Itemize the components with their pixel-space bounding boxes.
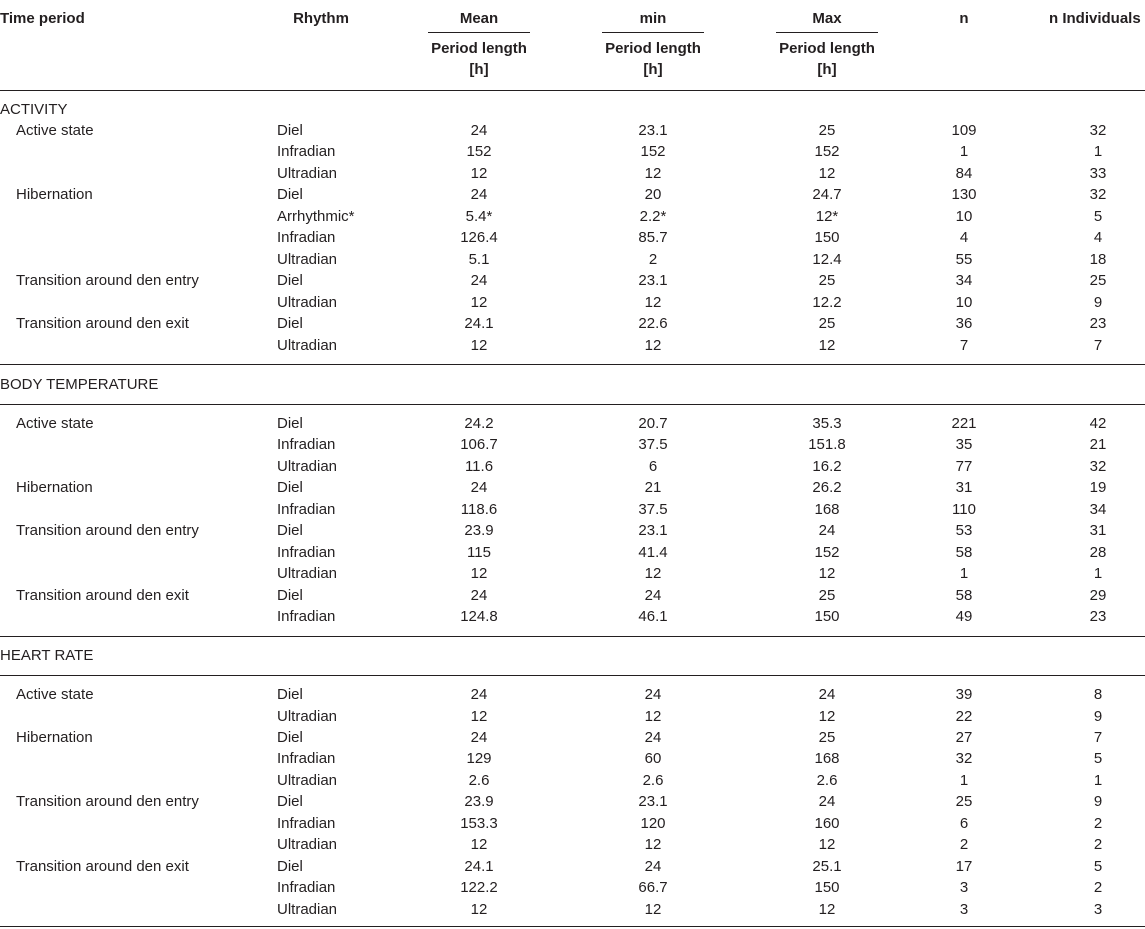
cell-mean: 129 xyxy=(466,750,492,768)
cell-n: 1 xyxy=(959,771,969,789)
cell-mean: 12 xyxy=(470,336,488,354)
section-rule-1 xyxy=(0,364,1145,365)
cell-n-individuals: 32 xyxy=(1089,457,1107,475)
header-rhythm: Rhythm xyxy=(293,10,349,27)
cell-mean: 24 xyxy=(470,122,488,139)
cell-n-individuals: 9 xyxy=(1093,793,1103,811)
cell-min: 60 xyxy=(644,750,662,768)
cell-n: 36 xyxy=(955,315,973,332)
cell-max: 12* xyxy=(815,207,839,225)
cell-n-individuals: 9 xyxy=(1093,293,1103,311)
cell-mean: 24 xyxy=(470,272,488,290)
cell-min: 21 xyxy=(644,479,662,497)
cell-n-individuals: 29 xyxy=(1089,586,1107,604)
header-underline-max xyxy=(776,32,878,33)
cell-n: 130 xyxy=(951,186,977,204)
cell-rhythm: Ultradian xyxy=(277,836,338,854)
cell-n-individuals: 7 xyxy=(1093,336,1103,354)
cell-n-individuals: 19 xyxy=(1089,479,1107,497)
cell-rhythm: Diel xyxy=(277,122,303,139)
cell-mean: 12 xyxy=(470,565,488,583)
cell-min: 23.1 xyxy=(638,793,668,811)
cell-time-period: Transition around den exit xyxy=(16,586,189,604)
cell-max: 168 xyxy=(814,500,840,518)
cell-n: 25 xyxy=(955,793,973,811)
cell-min: 12 xyxy=(644,293,662,311)
cell-max: 24.7 xyxy=(812,186,842,204)
cell-n: 2 xyxy=(959,836,969,854)
header-mean: Mean xyxy=(459,10,499,27)
cell-mean: 24.1 xyxy=(464,315,494,332)
cell-n: 17 xyxy=(955,857,973,875)
cell-n: 55 xyxy=(955,250,973,268)
cell-mean: 24 xyxy=(470,686,488,703)
cell-rhythm: Ultradian xyxy=(277,707,338,725)
cell-n-individuals: 5 xyxy=(1093,207,1103,225)
header-n: n xyxy=(959,10,969,27)
cell-max: 25 xyxy=(818,315,836,332)
cell-min: 12 xyxy=(644,836,662,854)
cell-min: 24 xyxy=(644,728,662,746)
cell-max: 25 xyxy=(818,122,836,139)
header-underline-min xyxy=(602,32,704,33)
cell-n: 10 xyxy=(955,293,973,311)
cell-mean: 11.6 xyxy=(464,457,494,475)
cell-n: 49 xyxy=(955,608,973,625)
section-rule-2 xyxy=(0,404,1145,405)
cell-min: 120 xyxy=(640,814,666,832)
cell-n: 3 xyxy=(959,879,969,896)
header-n-individuals: n Individuals xyxy=(1049,10,1141,27)
cell-n: 1 xyxy=(959,565,969,583)
bottom-rule xyxy=(0,926,1145,927)
cell-n: 109 xyxy=(951,122,977,139)
cell-rhythm: Infradian xyxy=(277,750,336,768)
cell-max: 24 xyxy=(818,522,836,540)
cell-rhythm: Infradian xyxy=(277,500,336,518)
cell-rhythm: Diel xyxy=(277,686,303,703)
cell-max: 24 xyxy=(818,686,836,703)
cell-rhythm: Diel xyxy=(277,415,303,432)
cell-min: 41.4 xyxy=(638,543,668,561)
cell-rhythm: Diel xyxy=(277,586,303,604)
cell-n: 3 xyxy=(959,900,969,918)
cell-min: 20 xyxy=(644,186,662,204)
cell-min: 2.2* xyxy=(639,207,667,225)
cell-max: 12 xyxy=(818,565,836,583)
cell-rhythm: Diel xyxy=(277,793,303,811)
cell-n: 35 xyxy=(955,436,973,454)
cell-time-period: Active state xyxy=(16,686,94,703)
cell-n: 6 xyxy=(959,814,969,832)
cell-n-individuals: 23 xyxy=(1089,315,1107,332)
header-rule xyxy=(0,90,1145,91)
cell-mean: 24 xyxy=(470,479,488,497)
cell-n-individuals: 2 xyxy=(1093,814,1103,832)
cell-n: 110 xyxy=(952,500,976,518)
cell-mean: 126.4 xyxy=(460,229,498,247)
cell-rhythm: Diel xyxy=(277,315,303,332)
cell-mean: 12 xyxy=(470,836,488,854)
cell-n-individuals: 5 xyxy=(1093,857,1103,875)
cell-time-period: Transition around den exit xyxy=(16,857,189,875)
cell-min: 24 xyxy=(644,857,662,875)
cell-max: 12 xyxy=(818,836,836,854)
cell-n: 58 xyxy=(955,586,973,604)
cell-rhythm: Infradian xyxy=(277,608,336,625)
cell-min: 12 xyxy=(644,707,662,725)
cell-min: 20.7 xyxy=(638,415,668,432)
cell-max: 25.1 xyxy=(812,857,842,875)
cell-n: 7 xyxy=(959,336,969,354)
cell-rhythm: Ultradian xyxy=(277,565,338,583)
cell-mean: 122.2 xyxy=(460,879,498,896)
cell-n: 32 xyxy=(955,750,973,768)
cell-min: 23.1 xyxy=(638,122,668,139)
cell-n-individuals: 5 xyxy=(1093,750,1103,768)
cell-n-individuals: 33 xyxy=(1089,164,1107,182)
cell-mean: 24 xyxy=(470,728,488,746)
cell-mean: 24.1 xyxy=(464,857,494,875)
cell-rhythm: Infradian xyxy=(277,436,336,454)
cell-max: 25 xyxy=(818,728,836,746)
cell-max: 25 xyxy=(818,272,836,290)
cell-rhythm: Ultradian xyxy=(277,900,338,918)
cell-rhythm: Diel xyxy=(277,522,303,540)
cell-n-individuals: 2 xyxy=(1093,879,1103,896)
cell-n-individuals: 3 xyxy=(1093,900,1103,918)
cell-n: 39 xyxy=(955,686,973,703)
cell-n-individuals: 7 xyxy=(1093,728,1103,746)
header-max-sub2: [h] xyxy=(817,61,837,78)
cell-max: 12 xyxy=(818,336,836,354)
cell-n-individuals: 25 xyxy=(1089,272,1107,290)
cell-n-individuals: 28 xyxy=(1089,543,1107,561)
cell-rhythm: Infradian xyxy=(277,543,336,561)
cell-n: 53 xyxy=(955,522,973,540)
cell-min: 23.1 xyxy=(638,272,668,290)
cell-min: 2 xyxy=(648,250,658,268)
cell-rhythm: Arrhythmic* xyxy=(277,207,355,225)
cell-max: 12 xyxy=(818,900,836,918)
cell-rhythm: Diel xyxy=(277,186,303,204)
cell-max: 35.3 xyxy=(812,415,842,432)
cell-max: 150 xyxy=(814,608,840,625)
cell-max: 12.4 xyxy=(812,250,842,268)
cell-time-period: Transition around den entry xyxy=(16,522,199,540)
cell-n-individuals: 32 xyxy=(1089,186,1107,204)
cell-min: 85.7 xyxy=(638,229,668,247)
cell-min: 152 xyxy=(640,143,666,161)
cell-rhythm: Ultradian xyxy=(277,250,338,268)
cell-mean: 24 xyxy=(470,586,488,604)
cell-time-period: Hibernation xyxy=(16,728,93,746)
cell-time-period: Active state xyxy=(16,415,94,432)
cell-min: 24 xyxy=(644,586,662,604)
cell-min: 12 xyxy=(644,900,662,918)
cell-min: 2.6 xyxy=(642,771,664,789)
header-time-period: Time period xyxy=(0,10,85,27)
cell-n: 1 xyxy=(959,143,969,161)
cell-max: 12 xyxy=(818,707,836,725)
cell-n-individuals: 8 xyxy=(1093,686,1103,703)
cell-max: 150 xyxy=(814,229,840,247)
section-title-body-temperature: BODY TEMPERATURE xyxy=(0,376,159,393)
cell-mean: 23.9 xyxy=(464,522,494,540)
header-min-sub2: [h] xyxy=(643,61,663,78)
cell-mean: 12 xyxy=(470,900,488,918)
cell-min: 37.5 xyxy=(638,436,668,454)
cell-n: 84 xyxy=(955,164,973,182)
cell-mean: 152 xyxy=(466,143,492,161)
cell-n-individuals: 18 xyxy=(1089,250,1107,268)
cell-n-individuals: 1 xyxy=(1093,771,1103,789)
cell-max: 168 xyxy=(814,750,840,768)
cell-max: 12.2 xyxy=(812,293,842,311)
cell-n-individuals: 31 xyxy=(1089,522,1107,540)
cell-max: 25 xyxy=(818,586,836,604)
cell-time-period: Transition around den exit xyxy=(16,315,189,332)
cell-n-individuals: 2 xyxy=(1093,836,1103,854)
cell-rhythm: Diel xyxy=(277,479,303,497)
cell-rhythm: Infradian xyxy=(277,143,336,161)
cell-max: 151.8 xyxy=(808,436,846,454)
cell-n-individuals: 23 xyxy=(1089,608,1107,625)
cell-n: 4 xyxy=(959,229,969,247)
cell-max: 16.2 xyxy=(812,457,842,475)
cell-n: 31 xyxy=(955,479,973,497)
cell-min: 23.1 xyxy=(638,522,668,540)
header-mean-sub2: [h] xyxy=(469,61,489,78)
cell-rhythm: Infradian xyxy=(277,229,336,247)
cell-mean: 24 xyxy=(470,186,488,204)
cell-rhythm: Diel xyxy=(277,728,303,746)
cell-mean: 118.6 xyxy=(460,500,498,518)
cell-time-period: Hibernation xyxy=(16,479,93,497)
cell-mean: 24.2 xyxy=(464,415,494,432)
cell-min: 12 xyxy=(644,336,662,354)
cell-mean: 5.1 xyxy=(468,250,490,268)
cell-n: 77 xyxy=(955,457,973,475)
section-rule-3 xyxy=(0,636,1145,637)
cell-n-individuals: 1 xyxy=(1093,565,1103,583)
cell-min: 66.7 xyxy=(638,879,668,896)
cell-n: 10 xyxy=(955,207,973,225)
header-mean-sub1: Period length xyxy=(431,40,527,57)
cell-time-period: Transition around den entry xyxy=(16,272,199,290)
cell-n-individuals: 9 xyxy=(1093,707,1103,725)
cell-max: 12 xyxy=(818,164,836,182)
cell-n: 58 xyxy=(955,543,973,561)
cell-max: 160 xyxy=(814,814,840,832)
cell-n: 22 xyxy=(955,707,973,725)
cell-time-period: Hibernation xyxy=(16,186,93,204)
cell-max: 24 xyxy=(818,793,836,811)
cell-mean: 106.7 xyxy=(460,436,498,454)
cell-n-individuals: 34 xyxy=(1089,500,1107,518)
cell-time-period: Active state xyxy=(16,122,94,139)
cell-rhythm: Ultradian xyxy=(277,336,338,354)
cell-rhythm: Ultradian xyxy=(277,164,338,182)
cell-min: 22.6 xyxy=(638,315,668,332)
cell-n-individuals: 32 xyxy=(1089,122,1107,139)
cell-max: 152 xyxy=(814,543,840,561)
cell-mean: 115 xyxy=(467,543,491,561)
header-max: Max xyxy=(812,10,842,27)
section-title-heart-rate: HEART RATE xyxy=(0,647,94,664)
cell-time-period: Transition around den entry xyxy=(16,793,199,811)
cell-max: 2.6 xyxy=(816,771,838,789)
cell-mean: 2.6 xyxy=(468,771,490,789)
cell-rhythm: Diel xyxy=(277,272,303,290)
cell-rhythm: Diel xyxy=(277,857,303,875)
section-title-activity: ACTIVITY xyxy=(0,101,68,118)
section-rule-4 xyxy=(0,675,1145,676)
header-max-sub1: Period length xyxy=(779,40,875,57)
cell-mean: 153.3 xyxy=(460,814,498,832)
cell-mean: 124.8 xyxy=(460,608,498,625)
cell-rhythm: Ultradian xyxy=(277,457,338,475)
header-min: min xyxy=(639,10,667,27)
cell-mean: 12 xyxy=(470,164,488,182)
cell-n: 27 xyxy=(955,728,973,746)
cell-rhythm: Infradian xyxy=(277,814,336,832)
cell-mean: 5.4* xyxy=(465,207,493,225)
cell-n: 221 xyxy=(951,415,977,432)
cell-mean: 12 xyxy=(470,707,488,725)
cell-min: 12 xyxy=(644,164,662,182)
cell-n-individuals: 1 xyxy=(1093,143,1103,161)
cell-rhythm: Infradian xyxy=(277,879,336,896)
header-min-sub1: Period length xyxy=(605,40,701,57)
cell-min: 37.5 xyxy=(638,500,668,518)
header-underline-mean xyxy=(428,32,530,33)
cell-n-individuals: 21 xyxy=(1089,436,1107,454)
cell-min: 6 xyxy=(648,457,658,475)
cell-n-individuals: 4 xyxy=(1093,229,1103,247)
cell-min: 24 xyxy=(644,686,662,703)
cell-max: 152 xyxy=(814,143,840,161)
cell-rhythm: Ultradian xyxy=(277,293,338,311)
cell-mean: 23.9 xyxy=(464,793,494,811)
cell-mean: 12 xyxy=(470,293,488,311)
cell-rhythm: Ultradian xyxy=(277,771,338,789)
cell-min: 46.1 xyxy=(638,608,668,625)
cell-max: 26.2 xyxy=(812,479,842,497)
cell-n: 34 xyxy=(955,272,973,290)
cell-max: 150 xyxy=(814,879,840,896)
cell-n-individuals: 42 xyxy=(1089,415,1107,432)
cell-min: 12 xyxy=(644,565,662,583)
